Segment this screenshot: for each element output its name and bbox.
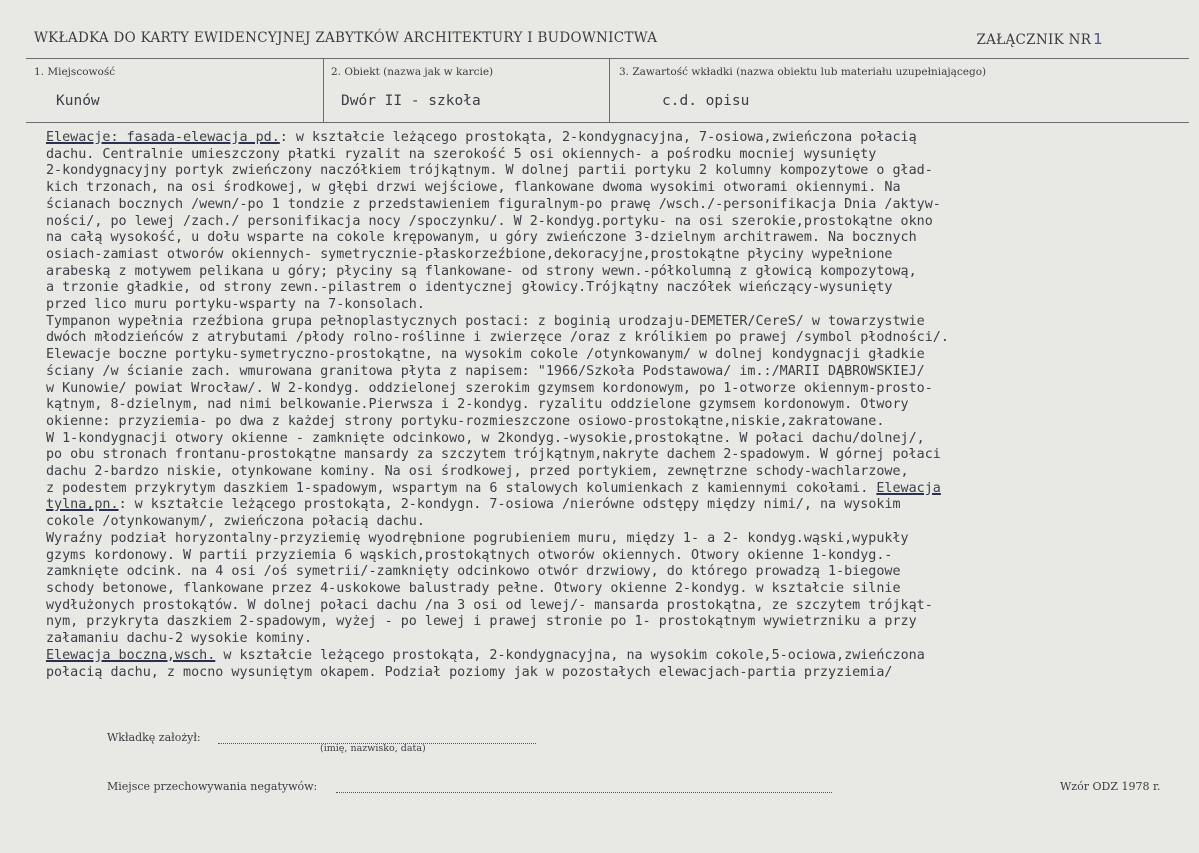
text-run: połacią dachu, z mocno wysuniętym okapem. Podział poziomy jak w pozostałych elewacjach-partia przyziemia/ — [46, 664, 893, 680]
text-line — [46, 280, 1191, 297]
text-line — [46, 264, 1191, 281]
header-rule-bottom — [26, 122, 1189, 123]
text-run: okienne: przyziemia- po dwa z każdej strony portyku-rozmieszczone osiowo-prostokątne,niskie,zakratowane. — [46, 413, 885, 429]
text-line — [46, 381, 1191, 398]
text-line — [46, 614, 1191, 631]
created-by-label: Wkładkę założył: — [107, 731, 201, 744]
text-line — [46, 163, 1191, 180]
content-label: 3. Zawartość wkładki (nazwa obiektu lub materiału uzupełniającego) — [619, 66, 987, 78]
text-line — [46, 548, 1191, 565]
text-line — [46, 648, 1191, 665]
text-run: zamknięte odcink. na 4 osi /oś symetrii/-zamknięty odcinkowo otwór drzwiowy, do którego prowadzą 1-biegowe — [46, 564, 901, 580]
text-line — [46, 214, 1191, 231]
text-run: kich trzonach, na osi środkowej, w głębi drzwi wejściowe, flankowane dwoma wysokimi otworami okiennymi. Na — [46, 180, 901, 196]
text-line — [46, 397, 1191, 414]
annex-label-text: ZAŁĄCZNIK NR — [976, 32, 1092, 48]
text-line — [46, 414, 1191, 431]
text-line — [46, 230, 1191, 247]
text-line — [46, 297, 1191, 314]
text-line — [46, 431, 1191, 448]
text-run: osiach-zamiast otworów okiennych- symetrycznie-płaskorzeźbione,dekoracyjne,prostokątne płyciny wypełnione — [46, 246, 893, 262]
text-line — [46, 531, 1191, 548]
text-run: przed lico muru portyku-wsparty na 7-konsolach. — [46, 297, 425, 313]
text-run: W 1-kondygnacji otwory okienne - zamknięte odcinkowo, w 2kondyg.-wysokie,prostokątne. W połaci dachu/dolnej/, — [46, 430, 925, 446]
negatives-label: Miejsce przechowywania negatywów: — [107, 780, 318, 793]
text-line — [46, 464, 1191, 481]
object-value: Dwór II - szkoła — [341, 93, 481, 109]
text-run: nym, przykryta daszkiem 2-spadowym, wyżej - po lewej i prawej stronie po 1- prostokątnym wywietrzniku a przy — [46, 614, 917, 630]
content-value: c.d. opisu — [662, 93, 750, 109]
section-heading: tylna,pn. — [46, 497, 119, 513]
text-run: dachu 2-bardzo niskie, otynkowane kominy. Na osi środkowej, przed portykiem, zewnętrzne schody-wachlarzowe, — [46, 464, 909, 480]
text-run: ściany /w ścianie zach. wmurowana granitowa płyta z napisem: "1966/Szkoła Podstawowa/ im.:/MARII DĄBROWSKIEJ/ — [46, 363, 925, 379]
header-rule-top — [26, 58, 1189, 59]
text-run: 2-kondygnacyjny portyk zwieńczony naczółkiem trójkątnym. W dolnej partii portyku 2 kolumny kompozytowe o gład- — [46, 163, 933, 179]
field-divider-2 — [609, 58, 610, 122]
text-run: gzyms kordonowy. W partii przyziemia 6 wąskich,prostokątnych otworów okiennych. Otwory okienne 1-kondyg.- — [46, 547, 893, 563]
text-line — [46, 631, 1191, 648]
text-line — [46, 364, 1191, 381]
text-line — [46, 598, 1191, 615]
text-line — [46, 130, 1191, 147]
object-label: 2. Obiekt (nazwa jak w karcie) — [331, 66, 494, 78]
text-run: a trzonie gładkie, od strony zewn.-pilastrem o identycznej głowicy.Trójkątny naczółek wieńczący-wysunięty — [46, 280, 893, 296]
text-line — [46, 447, 1191, 464]
section-heading: Elewacja boczna,wsch. — [46, 647, 216, 663]
text-run: dwóch młodzieńców z atrybutami /płody rolno-roślinne i zwierzęce /oraz z królikiem po prawej /symbol płodności/. — [46, 330, 949, 346]
annex-number: 1 — [1093, 30, 1103, 48]
text-run: po obu stronach frontanu-prostokątne mansardy za szczytem trójkątnym,nakryte dachem 2-spadowym. W górnej połaci — [46, 447, 941, 463]
text-run: załamaniu dachu-2 wysokie kominy. — [46, 631, 313, 647]
text-line — [46, 481, 1191, 498]
text-run: z podestem przykrytym daszkiem 1-spadowym, wspartym na 6 stalowych kolumienkach z kamiennymi cokołami. — [46, 480, 877, 496]
text-run: w Kunowie/ powiat Wrocław/. W 2-kondyg. oddzielonej szerokim gzymsem kordonowym, po 1-otworze okiennym-prosto- — [46, 380, 933, 396]
section-heading: Elewacja — [876, 480, 941, 496]
text-run: wydłużonych prostokątów. W dolnej połaci dachu /na 3 osi od lewej/- mansarda prostokątna, ze szczytem trójkąt- — [46, 597, 933, 613]
text-run: arabeską z motywem pelikana u góry; płyciny są flankowane- od strony wewn.-półkolumną z głowicą kompozytową, — [46, 263, 917, 279]
text-run: ności/, po lewej /zach./ personifikacja nocy /spoczynku/. W 2-kondyg.portyku- na osi szerokie,prostokątne okno — [46, 213, 933, 229]
annex-label — [976, 30, 1103, 48]
text-run: w kształcie leżącego prostokąta, 2-kondygnacyjna, na wysokim cokole,5-ociowa,zwieńczona — [215, 647, 925, 663]
form-code: Wzór ODZ 1978 r. — [1060, 780, 1161, 793]
created-by-sub: (imię, nazwisko, data) — [320, 743, 426, 754]
text-line — [46, 314, 1191, 331]
text-line — [46, 665, 1191, 682]
text-line — [46, 147, 1191, 164]
text-run: schody betonowe, flankowane przez 4-uskokowe balustrady pełne. Otwory okienne 2-kondyg. w kształcie silnie — [46, 580, 901, 596]
text-line — [46, 180, 1191, 197]
field-divider-1 — [323, 58, 324, 122]
text-line — [46, 497, 1191, 514]
text-run: Elewacje boczne portyku-symetryczno-prostokątne, na wysokim cokole /otynkowanym/ w dolnej kondygnacji gładkie — [46, 347, 925, 363]
text-run: kątnym, 8-dzielnym, nad nimi belkowanie.Pierwsza i 2-kondyg. ryzalitu oddzielone gzymsem kordonowym. Otwory — [46, 397, 909, 413]
description-text — [46, 130, 1191, 681]
text-line — [46, 514, 1191, 531]
text-run: ścianach bocznych /wewn/-po 1 tondzie z przedstawieniem figuralnym-po prawę /wsch./-personifikacja Dnia /aktyw- — [46, 196, 941, 212]
text-run: cokole /otynkowanym/, zwieńczona połacią dachu. — [46, 514, 425, 530]
text-run: : w kształcie leżącego prostokąta, 2-kondygn. 7-osiowa /nierówne odstępy między nimi/, na wysokim — [118, 497, 901, 513]
text-line — [46, 247, 1191, 264]
locality-label: 1. Miejscowość — [34, 66, 116, 78]
text-line — [46, 564, 1191, 581]
locality-value: Kunów — [56, 93, 100, 109]
text-line — [46, 347, 1191, 364]
text-run: na całą wysokość, u dołu wsparte na cokole krępowanym, u góry zwieńczone 3-dzielnym architrawem. Na bocznych — [46, 230, 917, 246]
section-heading: Elewacje: fasada-elewacja pd. — [46, 130, 280, 145]
text-run: : w kształcie leżącego prostokąta, 2-kondygnacyjna, 7-osiowa,zwieńczona połacią — [279, 130, 917, 145]
text-run: Wyraźny podział horyzontalny-przyziemię wyodrębnione pogrubieniem muru, między 1- a 2- kondyg.wąski,wypukły — [46, 530, 909, 546]
text-run: dachu. Centralnie umieszczony płatki ryzalit na szerokość 5 osi okiennych- a pośrodku mocniej wysunięty — [46, 146, 877, 162]
negatives-line — [336, 792, 832, 793]
text-line — [46, 581, 1191, 598]
text-line — [46, 330, 1191, 347]
text-line — [46, 197, 1191, 214]
text-run: Tympanon wypełnia rzeźbiona grupa pełnoplastycznych postaci: z boginią urodzaju-DEMETER/CereS/ w towarzystwie — [46, 313, 925, 329]
form-title: WKŁADKA DO KARTY EWIDENCYJNEJ ZABYTKÓW ARCHITEKTURY I BUDOWNICTWA — [34, 30, 658, 46]
